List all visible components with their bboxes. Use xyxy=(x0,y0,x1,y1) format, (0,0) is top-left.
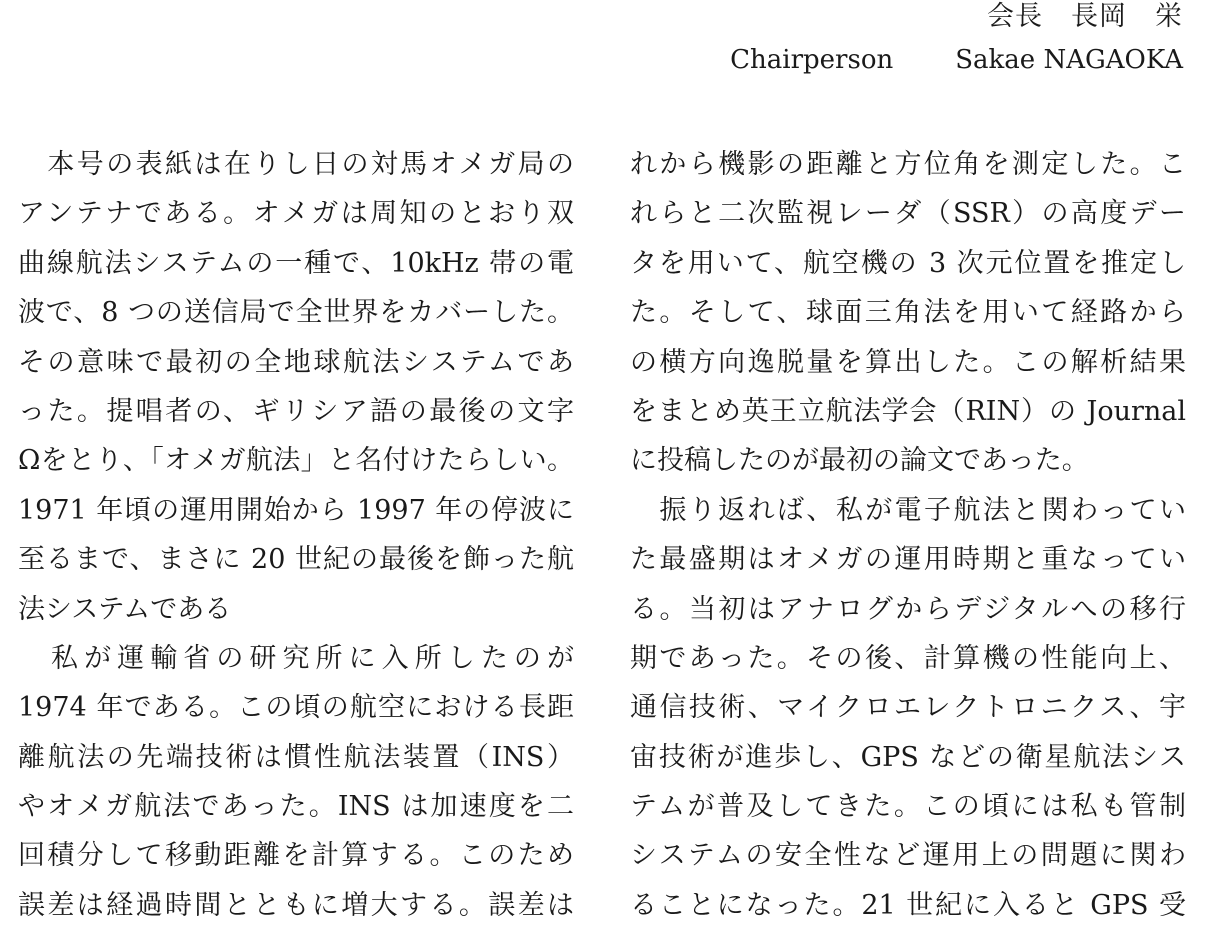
text-line: れらと二次監視レーダ（SSR）の高度デー xyxy=(630,198,1186,230)
text-line: 1974 年である。この頃の航空における長距 xyxy=(18,692,574,724)
text-line: 曲線航法システムの一種で、10kHz 帯の電 xyxy=(18,247,574,279)
text-line: 至るまで、まさに 20 世紀の最後を飾った航 xyxy=(18,544,574,576)
text-line: システムの安全性など運用上の問題に関わ xyxy=(630,840,1186,872)
text-line: の横方向逸脱量を算出した。この解析結果 xyxy=(630,346,1186,378)
text-line: った。提唱者の、ギリシア語の最後の文字 xyxy=(18,395,574,427)
text-line: やオメガ航法であった。INS は加速度を二 xyxy=(18,791,574,823)
text-line: 回積分して移動距離を計算する。このため xyxy=(18,840,574,872)
text-line: る。当初はアナログからデジタルへの移行 xyxy=(630,593,1186,625)
text-line: 本号の表紙は在りし日の対馬オメガ局の xyxy=(18,149,574,180)
text-line: をまとめ英王立航法学会（RIN）の Journal xyxy=(630,395,1186,427)
text-line: テムが普及してきた。この頃には私も管制 xyxy=(630,791,1186,823)
author-title-jp: 会長 長岡 栄 xyxy=(987,1,1183,32)
text-line: 振り返れば、私が電子航法と関わってい xyxy=(630,494,1186,526)
text-line: タを用いて、航空機の 3 次元位置を推定し xyxy=(630,247,1186,279)
text-line: アンテナである。オメガは周知のとおり双 xyxy=(18,198,574,230)
text-line: 通信技術、マイクロエレクトロニクス、宇 xyxy=(630,692,1186,724)
text-line: 法システムである xyxy=(18,593,232,625)
text-line: 私が運輸省の研究所に入所したのが xyxy=(18,642,574,674)
text-line: に投稿したのが最初の論文であった。 xyxy=(630,445,1089,477)
text-line: た。そして、球面三角法を用いて経路から xyxy=(630,297,1186,329)
text-line: れから機影の距離と方位角を測定した。こ xyxy=(630,149,1186,180)
right-column xyxy=(630,140,1186,930)
author-name: Sakae NAGAOKA xyxy=(955,45,1183,75)
text-line: ることになった。21 世紀に入ると GPS 受 xyxy=(630,889,1186,921)
left-column xyxy=(18,140,574,930)
text-line: その意味で最初の全地球航法システムであ xyxy=(18,346,574,378)
text-line: 離航法の先端技術は慣性航法装置（INS） xyxy=(18,741,574,773)
text-line: 1971 年頃の運用開始から 1997 年の停波に xyxy=(18,494,574,526)
text-line: 波で、8 つの送信局で全世界をカバーした。 xyxy=(18,297,574,329)
author-role: Chairperson xyxy=(730,45,894,75)
author-title-en xyxy=(730,45,1183,75)
text-line: 誤差は経過時間とともに増大する。誤差は xyxy=(18,889,574,921)
text-line: Ωをとり、「オメガ航法」と名付けたらしい。 xyxy=(18,445,574,477)
text-line: た最盛期はオメガの運用時期と重なってい xyxy=(630,544,1186,576)
text-line: 期であった。その後、計算機の性能向上、 xyxy=(630,642,1186,674)
text-line: 宙技術が進歩し、GPS などの衛星航法シス xyxy=(630,741,1186,773)
